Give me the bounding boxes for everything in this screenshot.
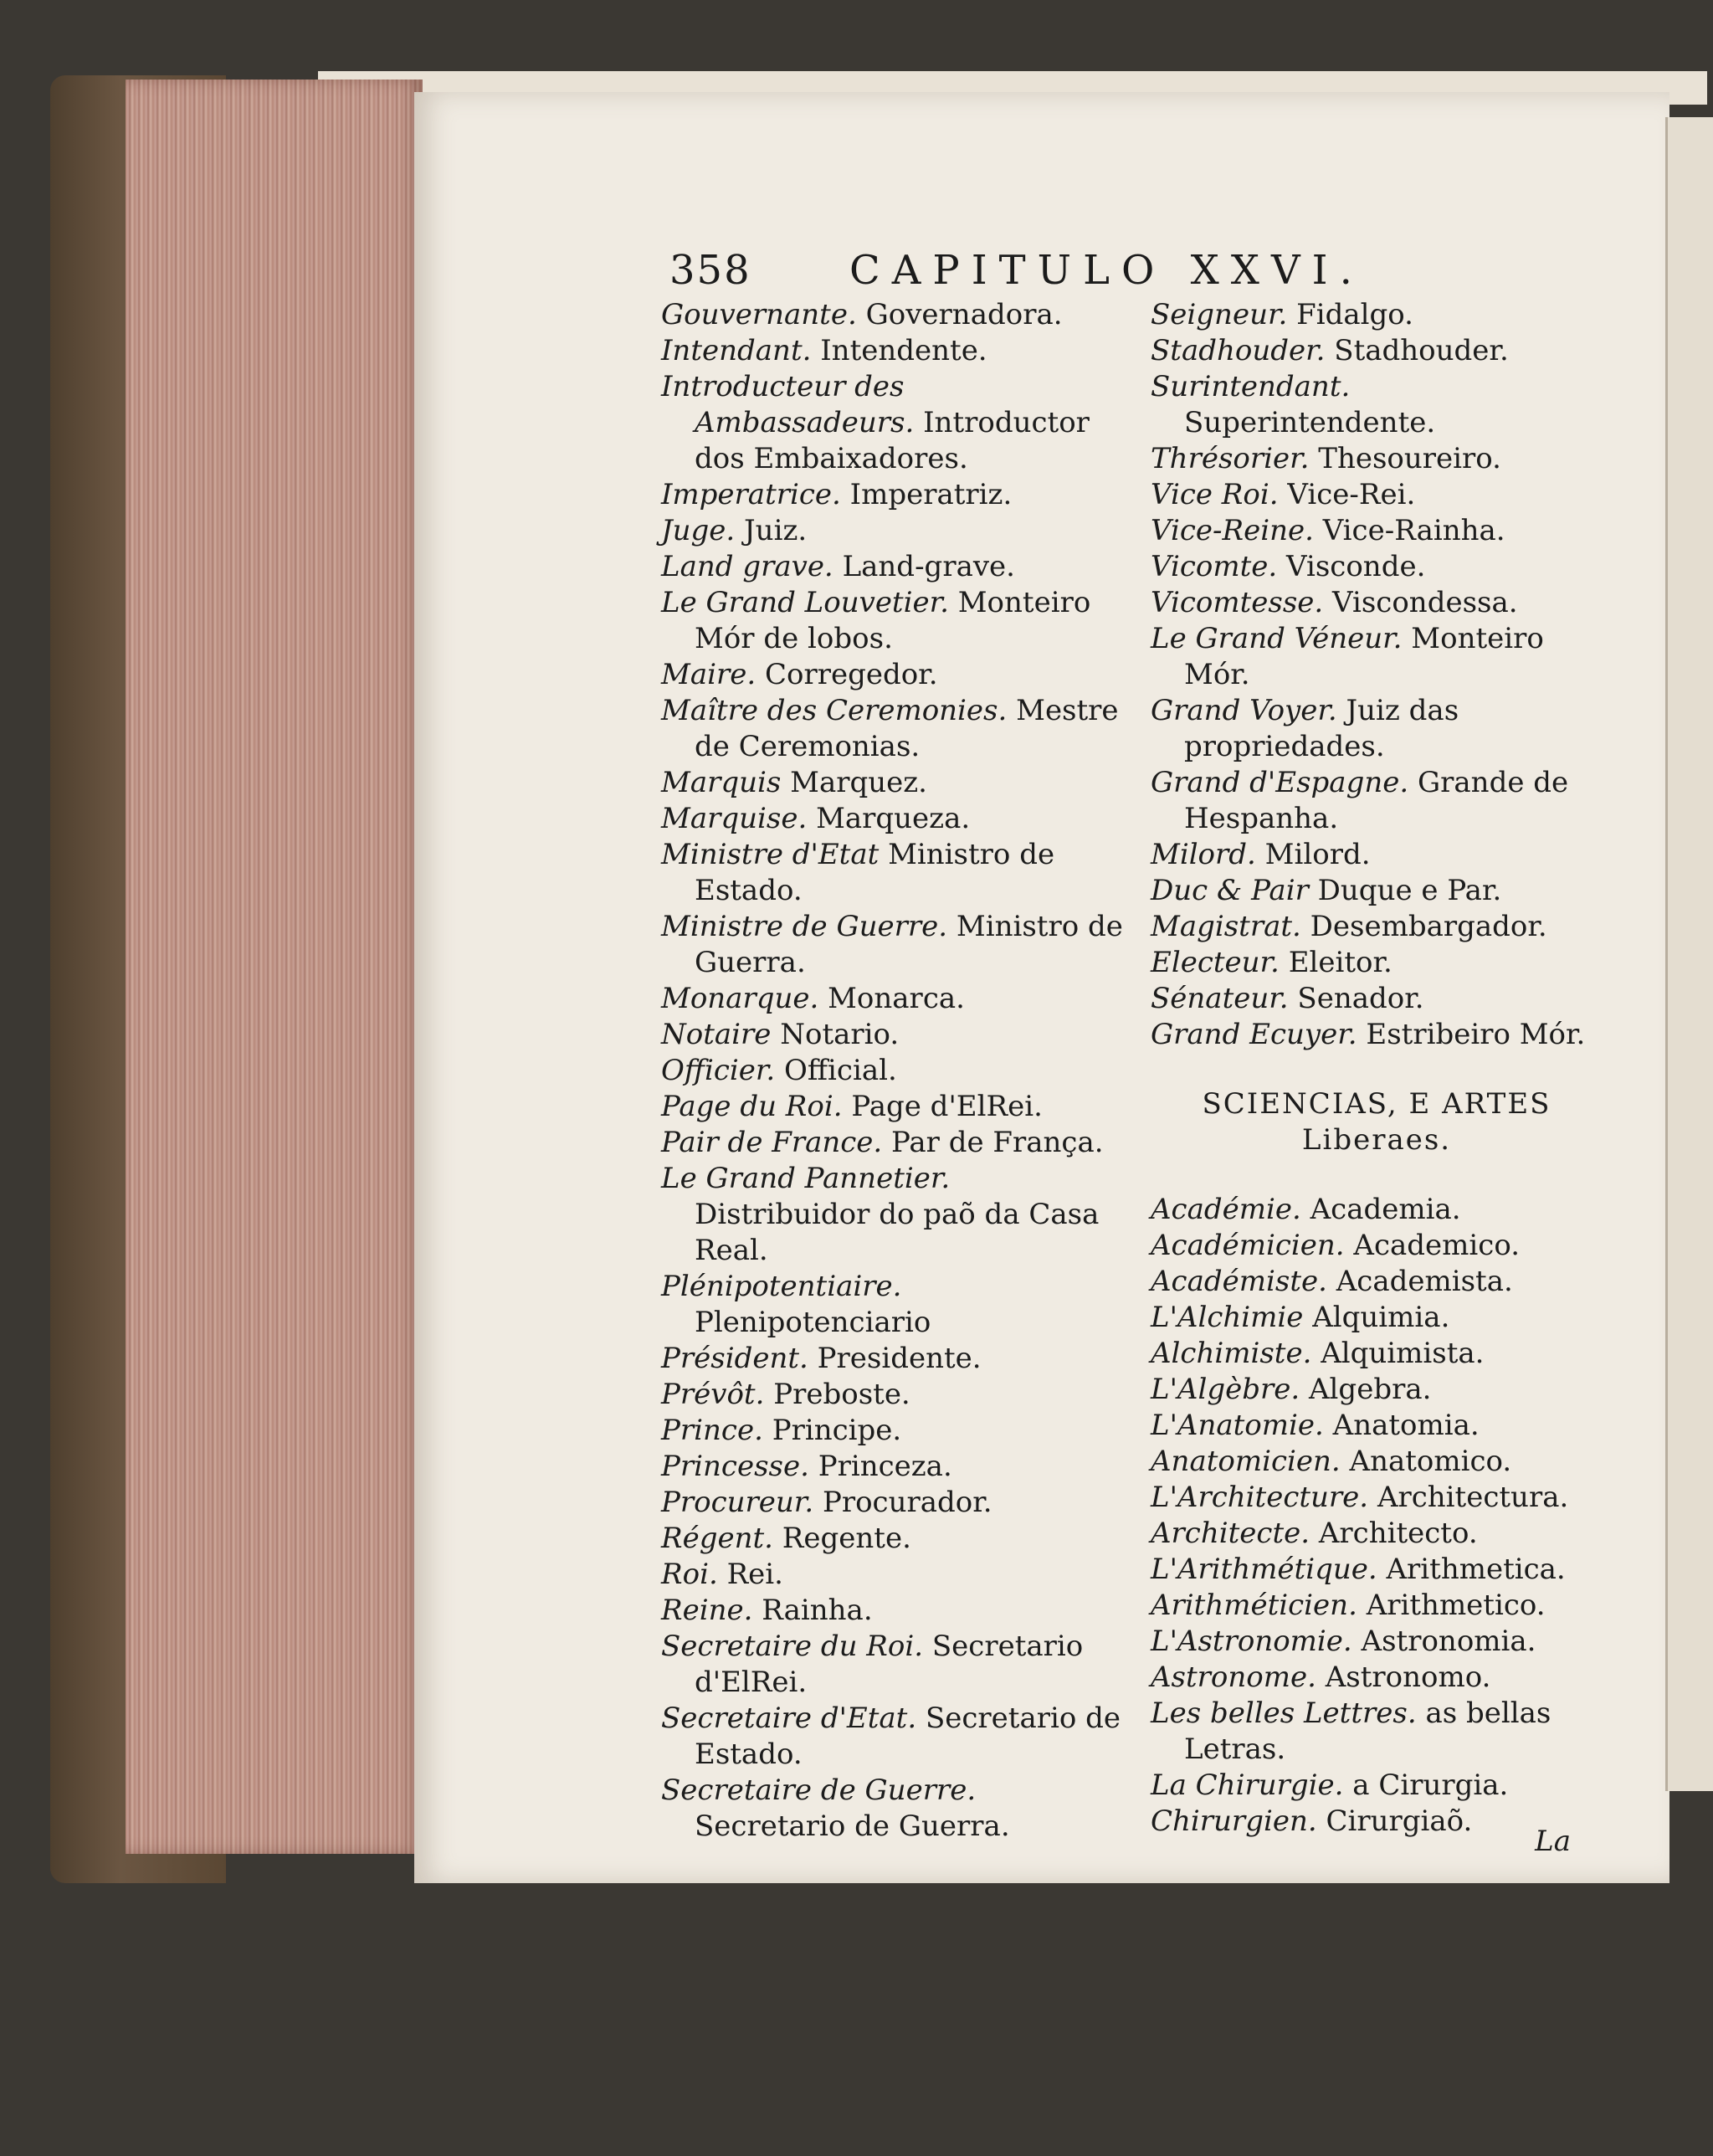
section-title: SCIENCIAS, E ARTES xyxy=(1202,1087,1551,1121)
portuguese-term: Rainha. xyxy=(762,1594,873,1627)
french-term: Notaire xyxy=(661,1018,772,1051)
french-term: L'Algèbre. xyxy=(1151,1373,1300,1406)
dictionary-entry xyxy=(1151,945,1603,981)
dictionary-entry xyxy=(1151,873,1603,909)
dictionary-entry xyxy=(661,549,1130,585)
french-term: Ministre d'Etat xyxy=(661,838,880,871)
portuguese-term: Alquimia. xyxy=(1312,1301,1450,1334)
french-term: L'Anatomie. xyxy=(1151,1409,1324,1442)
french-term: Princesse. xyxy=(661,1450,809,1483)
portuguese-term: Plenipotenciario xyxy=(695,1306,931,1339)
portuguese-term: Academista. xyxy=(1336,1265,1513,1298)
french-term: Vice Roi. xyxy=(1151,478,1279,511)
dictionary-entry xyxy=(661,369,1130,477)
french-term: Académiste. xyxy=(1151,1265,1327,1298)
french-term: Secretaire du Roi. xyxy=(661,1630,924,1663)
portuguese-term: Rei. xyxy=(726,1558,783,1591)
french-term: Page du Roi. xyxy=(661,1090,843,1123)
french-term: Grand Voyer. xyxy=(1151,694,1337,727)
dictionary-entry xyxy=(1151,1516,1603,1552)
french-term: Marquise. xyxy=(661,802,808,835)
dictionary-entry xyxy=(1151,621,1603,693)
dictionary-entry xyxy=(661,1269,1130,1341)
portuguese-term: Monteiro Mór. xyxy=(1184,622,1544,691)
dictionary-entry xyxy=(1151,1768,1603,1804)
french-term: Procureur. xyxy=(661,1486,814,1519)
french-term: L'Astronomie. xyxy=(1151,1625,1352,1658)
french-term: Académie. xyxy=(1151,1193,1301,1226)
page-edges xyxy=(126,80,423,1854)
dictionary-entry xyxy=(661,837,1130,909)
portuguese-term: Imperatriz. xyxy=(849,478,1013,511)
french-term: Surintendant. xyxy=(1151,370,1351,403)
portuguese-term: Ministro de Estado. xyxy=(695,838,1055,907)
portuguese-term: Architecto. xyxy=(1318,1517,1478,1550)
portuguese-term: Marquez. xyxy=(790,766,927,799)
french-term: Le Grand Louvetier. xyxy=(661,586,949,619)
french-term: Prévôt. xyxy=(661,1378,765,1411)
portuguese-term: Land-grave. xyxy=(842,550,1015,583)
portuguese-term: Academia. xyxy=(1310,1193,1461,1226)
portuguese-term: a Cirurgia. xyxy=(1352,1768,1509,1802)
french-term: Académicien. xyxy=(1151,1229,1345,1262)
french-term: Intendant. xyxy=(661,334,812,367)
portuguese-term: Monteiro Mór de lobos. xyxy=(695,586,1091,655)
dictionary-entry xyxy=(661,909,1130,981)
french-term: Officier. xyxy=(661,1054,776,1087)
dictionary-entry xyxy=(661,1413,1130,1449)
dictionary-entry xyxy=(1151,297,1603,333)
dictionary-entry xyxy=(1151,1336,1603,1372)
dictionary-entry xyxy=(661,693,1130,765)
french-term: Land grave. xyxy=(661,550,833,583)
portuguese-term: Secretario de Guerra. xyxy=(695,1810,1010,1843)
portuguese-term: Algebra. xyxy=(1309,1373,1432,1406)
french-term: Monarque. xyxy=(661,982,819,1015)
french-term: Régent. xyxy=(661,1522,773,1555)
portuguese-term: Page d'ElRei. xyxy=(851,1090,1043,1123)
dictionary-entry xyxy=(1151,1588,1603,1624)
dictionary-entry xyxy=(1151,1552,1603,1588)
dictionary-entry xyxy=(1151,441,1603,477)
french-term: Prince. xyxy=(661,1414,763,1447)
dictionary-entry xyxy=(661,1485,1130,1521)
portuguese-term: Preboste. xyxy=(773,1378,910,1411)
dictionary-entry xyxy=(1151,585,1603,621)
portuguese-term: Cirurgiaõ. xyxy=(1326,1804,1473,1838)
dictionary-entry xyxy=(661,657,1130,693)
dictionary-entry xyxy=(661,1449,1130,1485)
portuguese-term: Fidalgo. xyxy=(1296,298,1413,331)
french-term: Maire. xyxy=(661,658,756,691)
dictionary-entry xyxy=(661,1557,1130,1593)
portuguese-term: Governadora. xyxy=(865,298,1063,331)
dictionary-entry xyxy=(661,1773,1130,1845)
dictionary-entry xyxy=(1151,333,1603,369)
french-term: Milord. xyxy=(1151,838,1256,871)
french-term: Sénateur. xyxy=(1151,982,1289,1015)
french-term: Magistrat. xyxy=(1151,910,1301,943)
dictionary-entry xyxy=(1151,837,1603,873)
french-term: Juge. xyxy=(661,514,736,547)
portuguese-term: Notario. xyxy=(780,1018,900,1051)
portuguese-term: Stadhouder. xyxy=(1334,334,1509,367)
dictionary-entry xyxy=(661,513,1130,549)
dictionary-entry xyxy=(661,1521,1130,1557)
dictionary-entry xyxy=(1151,549,1603,585)
portuguese-term: Monarca. xyxy=(828,982,965,1015)
french-term: Secretaire de Guerre. xyxy=(661,1774,977,1807)
portuguese-term: Desembargador. xyxy=(1310,910,1547,943)
french-term: Astronome. xyxy=(1151,1661,1316,1694)
dictionary-entry xyxy=(661,1593,1130,1629)
dictionary-entry xyxy=(661,1125,1130,1161)
dictionary-entry xyxy=(661,1053,1130,1089)
portuguese-term: Par de França. xyxy=(891,1126,1104,1159)
french-term: Gouvernante. xyxy=(661,298,857,331)
dictionary-entry xyxy=(661,1341,1130,1377)
dictionary-entry xyxy=(1151,981,1603,1017)
dictionary-entry xyxy=(1151,1660,1603,1696)
french-term: Grand Ecuyer. xyxy=(1151,1018,1357,1051)
portuguese-term: Astronomo. xyxy=(1325,1661,1491,1694)
french-term: Stadhouder. xyxy=(1151,334,1326,367)
dictionary-entry xyxy=(1151,1300,1603,1336)
dictionary-entry xyxy=(661,477,1130,513)
french-term: L'Alchimie xyxy=(1151,1301,1304,1334)
portuguese-term: Intendente. xyxy=(820,334,987,367)
portuguese-term: Principe. xyxy=(772,1414,902,1447)
french-term: Anatomicien. xyxy=(1151,1445,1341,1478)
dictionary-entry xyxy=(661,585,1130,657)
dictionary-entry xyxy=(661,1377,1130,1413)
dictionary-entry xyxy=(1151,1372,1603,1408)
portuguese-term: Grande de Hespanha. xyxy=(1184,766,1569,835)
portuguese-term: Introductor dos Embaixadores. xyxy=(695,406,1090,475)
dictionary-entry xyxy=(661,1629,1130,1701)
french-term: Grand d'Espagne. xyxy=(1151,766,1409,799)
portuguese-term: Official. xyxy=(784,1054,897,1087)
dictionary-entry xyxy=(1151,1624,1603,1660)
french-term: La Chirurgie. xyxy=(1151,1768,1344,1802)
dictionary-entry xyxy=(1151,477,1603,513)
portuguese-term: Distribuidor do paõ da Casa Real. xyxy=(695,1198,1100,1267)
dictionary-entry xyxy=(1151,909,1603,945)
portuguese-term: Mestre de Ceremonias. xyxy=(695,694,1119,763)
portuguese-term: Senador. xyxy=(1297,982,1424,1015)
portuguese-term: Procurador. xyxy=(822,1486,992,1519)
french-term: Le Grand Véneur. xyxy=(1151,622,1403,655)
portuguese-term: Duque e Par. xyxy=(1317,874,1502,907)
portuguese-term: Viscondessa. xyxy=(1332,586,1518,619)
portuguese-term: Thesoureiro. xyxy=(1318,442,1501,475)
french-term: Imperatrice. xyxy=(661,478,841,511)
french-term: Reine. xyxy=(661,1594,753,1627)
portuguese-term: Alquimista. xyxy=(1321,1337,1485,1370)
portuguese-term: Secretario de Estado. xyxy=(695,1702,1121,1771)
french-term: Seigneur. xyxy=(1151,298,1288,331)
chapter-title: CAPITULO XXVI. xyxy=(849,247,1364,294)
portuguese-term: Juiz das propriedades. xyxy=(1184,694,1459,763)
portuguese-term: Princeza. xyxy=(818,1450,952,1483)
portuguese-term: Anatomico. xyxy=(1349,1445,1512,1478)
facing-page-edge xyxy=(1665,117,1713,1791)
portuguese-term: Milord. xyxy=(1264,838,1371,871)
french-term: Electeur. xyxy=(1151,946,1280,979)
right-column xyxy=(1151,297,1603,1840)
dictionary-entry xyxy=(661,801,1130,837)
dictionary-entry xyxy=(661,1017,1130,1053)
portuguese-term: Architectura. xyxy=(1377,1481,1569,1514)
left-column xyxy=(661,297,1130,1845)
portuguese-term: Corregedor. xyxy=(764,658,938,691)
portuguese-term: Vice-Rainha. xyxy=(1322,514,1505,547)
french-term: Les belles Lettres. xyxy=(1151,1697,1417,1730)
dictionary-entry xyxy=(1151,1444,1603,1480)
dictionary-entry xyxy=(661,1161,1130,1269)
dictionary-entry xyxy=(1151,1480,1603,1516)
french-term: Vicomte. xyxy=(1151,550,1278,583)
dictionary-entry xyxy=(661,981,1130,1017)
dictionary-entry xyxy=(1151,693,1603,765)
portuguese-term: Presidente. xyxy=(817,1342,982,1375)
french-term: Introducteur des Ambassadeurs. xyxy=(661,370,915,439)
dictionary-entry xyxy=(1151,1408,1603,1444)
french-term: Roi. xyxy=(661,1558,718,1591)
french-term: Vice-Reine. xyxy=(1151,514,1314,547)
dictionary-entry xyxy=(661,1089,1130,1125)
portuguese-term: Marqueza. xyxy=(816,802,971,835)
french-term: Ministre de Guerre. xyxy=(661,910,948,943)
french-term: Thrésorier. xyxy=(1151,442,1310,475)
dictionary-entry xyxy=(661,297,1130,333)
dictionary-entry xyxy=(1151,1192,1603,1228)
portuguese-term: Anatomia. xyxy=(1332,1409,1480,1442)
section-subtitle: Liberaes. xyxy=(1301,1123,1452,1157)
portuguese-term: Secretario d'ElRei. xyxy=(695,1630,1084,1699)
portuguese-term: Arithmetica. xyxy=(1386,1553,1566,1586)
dictionary-entry xyxy=(1151,1017,1603,1053)
portuguese-term: Juiz. xyxy=(744,514,808,547)
french-term: Architecte. xyxy=(1151,1517,1310,1550)
french-term: Duc & Pair xyxy=(1151,874,1309,907)
french-term: Vicomtesse. xyxy=(1151,586,1324,619)
french-term: Maître des Ceremonies. xyxy=(661,694,1008,727)
dictionary-entry xyxy=(1151,513,1603,549)
french-term: Plénipotentiaire. xyxy=(661,1270,902,1303)
portuguese-term: Regente. xyxy=(782,1522,911,1555)
page-number: 358 xyxy=(669,247,751,294)
portuguese-term: Superintendente. xyxy=(1184,406,1436,439)
french-term: Président. xyxy=(661,1342,808,1375)
french-term: Marquis xyxy=(661,766,782,799)
portuguese-term: as bellas Letras. xyxy=(1184,1697,1551,1766)
portuguese-term: Vice-Rei. xyxy=(1287,478,1416,511)
portuguese-term: Academico. xyxy=(1353,1229,1521,1262)
dictionary-entry xyxy=(1151,1696,1603,1768)
portuguese-term: Arithmetico. xyxy=(1366,1589,1546,1622)
french-term: Chirurgien. xyxy=(1151,1804,1317,1838)
french-term: Arithméticien. xyxy=(1151,1589,1357,1622)
portuguese-term: Ministro de Guerra. xyxy=(695,910,1123,979)
french-term: L'Arithmétique. xyxy=(1151,1553,1377,1586)
portuguese-term: Visconde. xyxy=(1286,550,1426,583)
dictionary-entry xyxy=(1151,1264,1603,1300)
dictionary-entry xyxy=(1151,765,1603,837)
dictionary-entry xyxy=(661,333,1130,369)
dictionary-entry xyxy=(661,1701,1130,1773)
french-term: L'Architecture. xyxy=(1151,1481,1369,1514)
portuguese-term: Estribeiro Mór. xyxy=(1366,1018,1586,1051)
dictionary-entry xyxy=(661,765,1130,801)
portuguese-term: Eleitor. xyxy=(1288,946,1392,979)
french-term: Pair de France. xyxy=(661,1126,883,1159)
dictionary-entry xyxy=(1151,1228,1603,1264)
french-term: Alchimiste. xyxy=(1151,1337,1312,1370)
french-term: Secretaire d'Etat. xyxy=(661,1702,917,1735)
french-term: Le Grand Pannetier. xyxy=(661,1162,951,1195)
portuguese-term: Astronomia. xyxy=(1361,1625,1536,1658)
catchword: La xyxy=(1535,1825,1571,1858)
dictionary-entry xyxy=(1151,369,1603,441)
